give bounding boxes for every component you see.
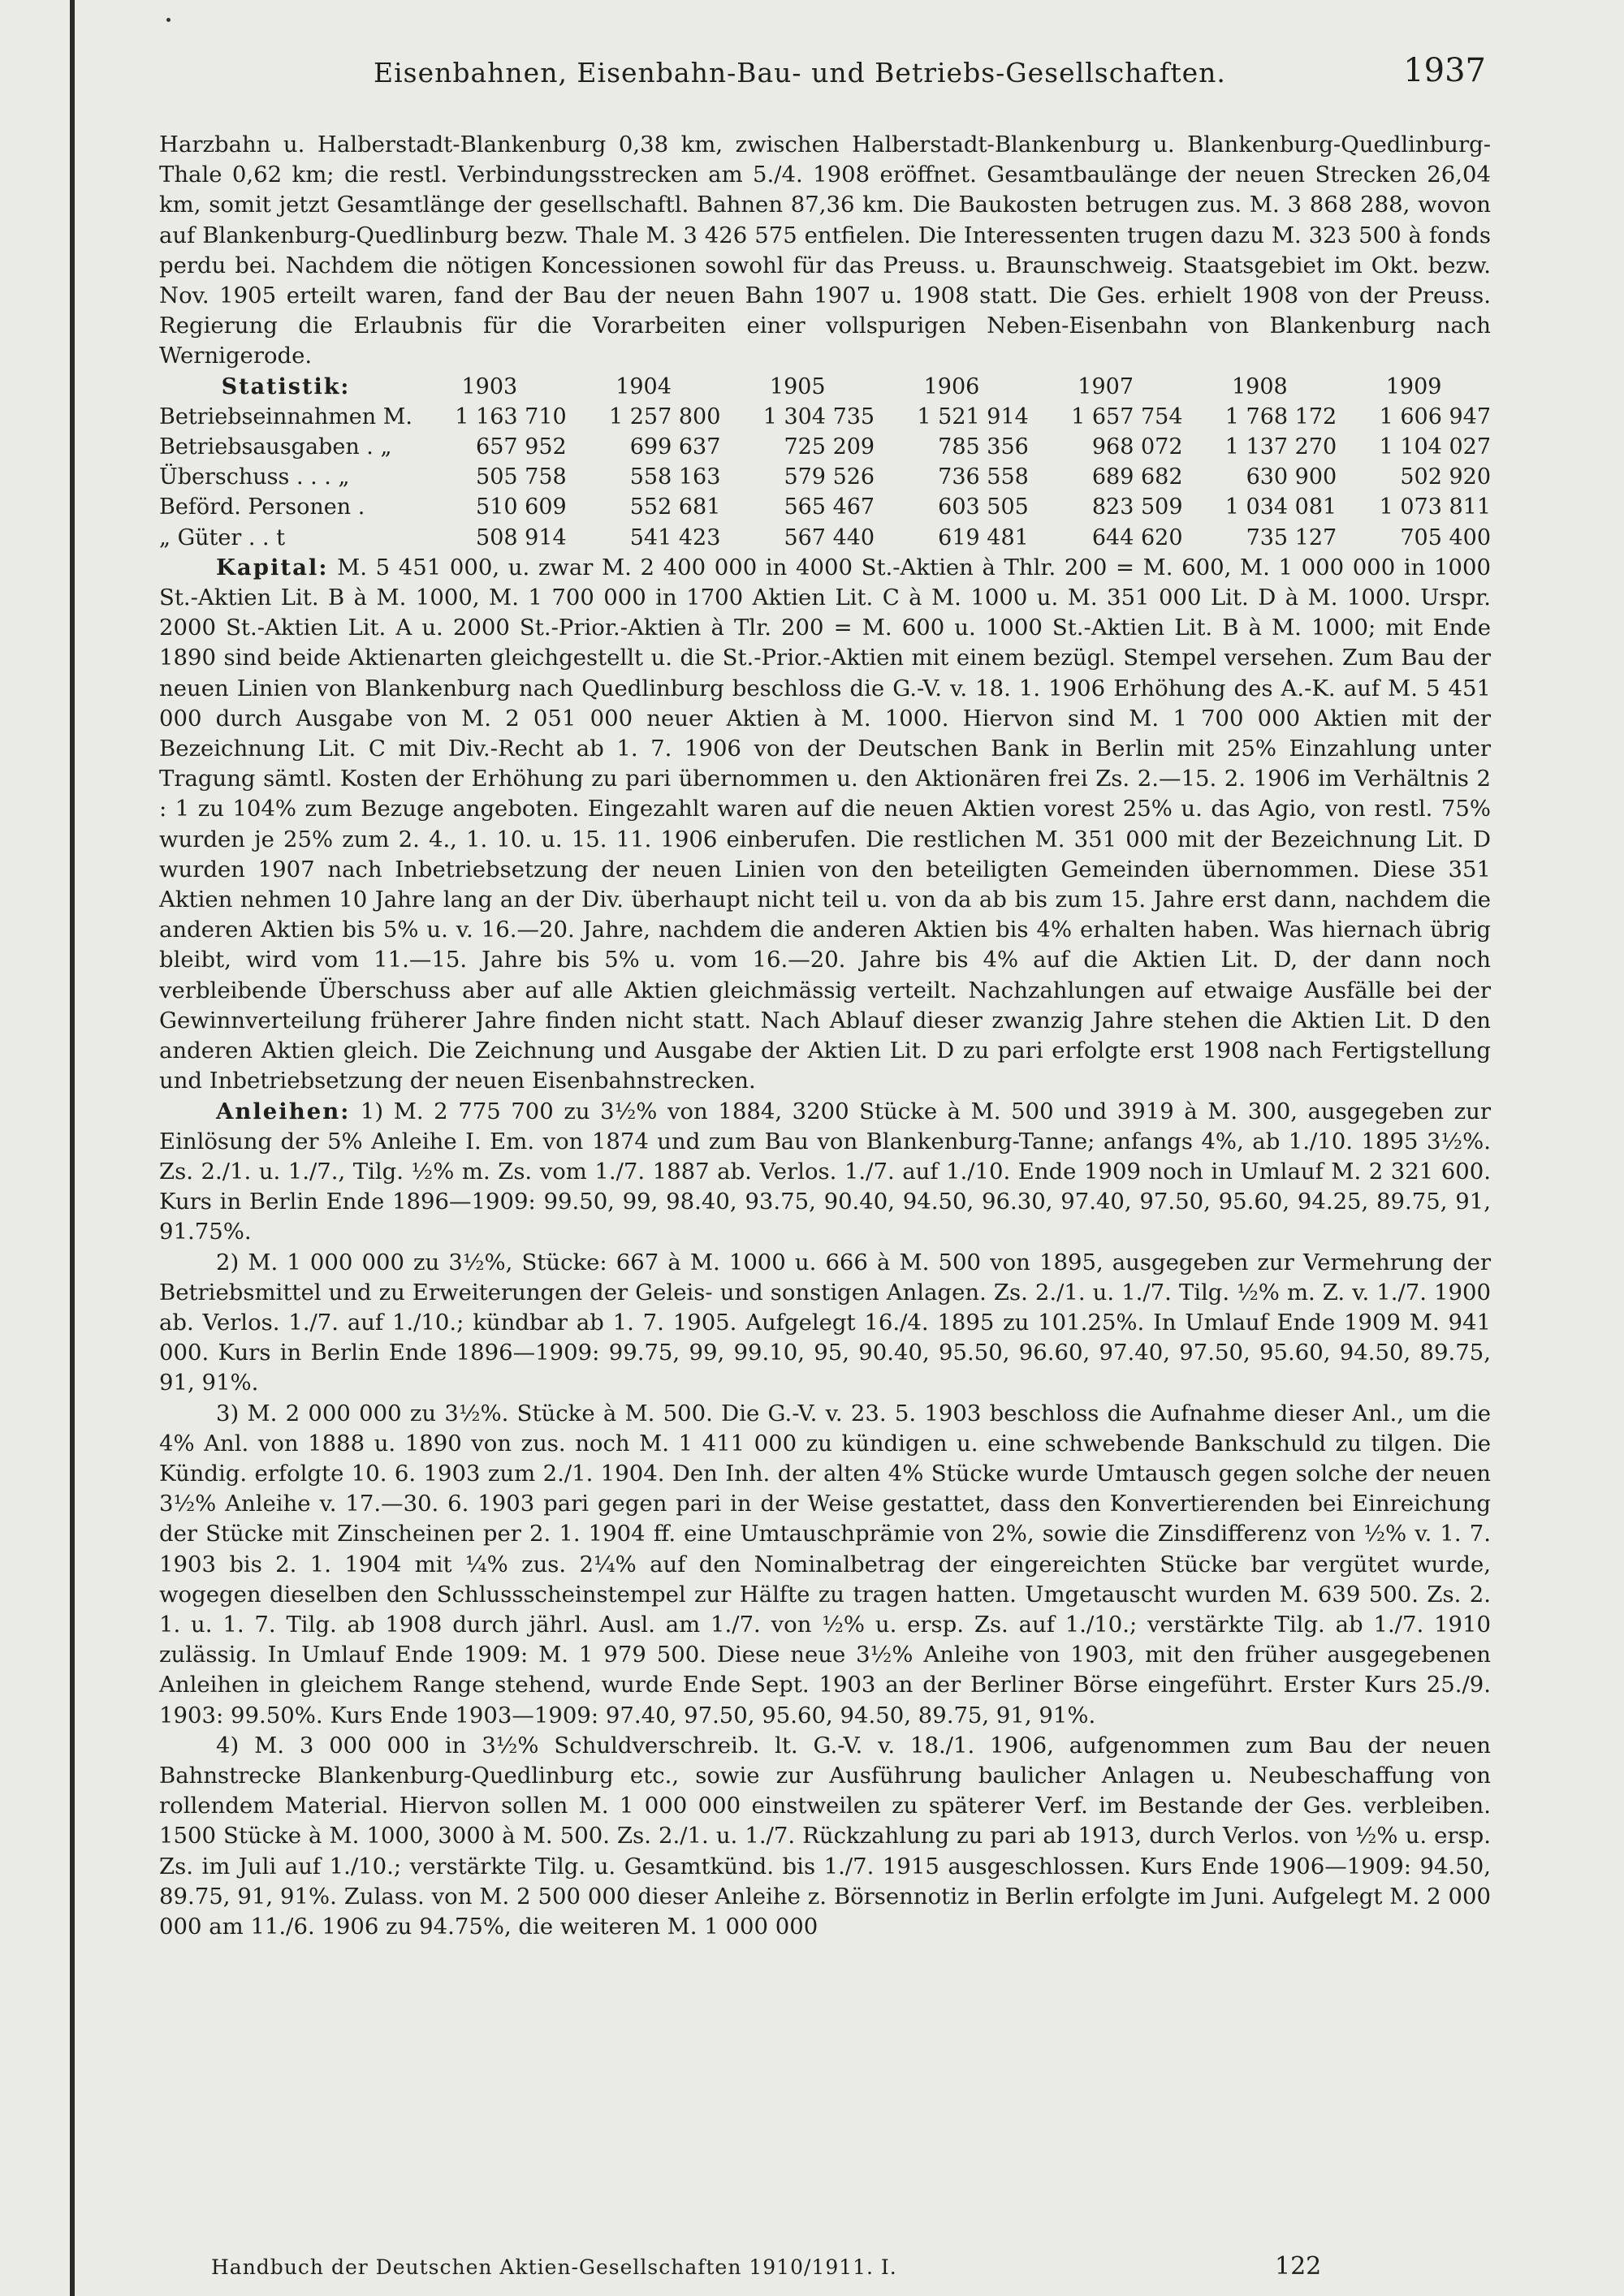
row-value: 505 758 (476, 464, 567, 490)
year-header: 1905 (769, 373, 826, 399)
row-value: 689 682 (1091, 464, 1183, 490)
year-header: 1903 (461, 373, 518, 399)
statistik-header-row (159, 372, 1491, 402)
row-value: 510 609 (476, 494, 567, 520)
row-value: 1 257 800 (608, 404, 721, 429)
row-label: Überschuss . . . „ (159, 464, 350, 490)
row-value: 619 481 (938, 524, 1029, 550)
statistik-row (159, 523, 1491, 553)
row-value: 552 681 (629, 494, 721, 520)
row-value: 508 914 (476, 524, 567, 550)
row-value: 558 163 (629, 464, 721, 490)
row-value: 725 209 (784, 434, 875, 460)
row-value: 705 400 (1400, 524, 1491, 550)
row-value: 736 558 (938, 464, 1029, 490)
row-value: 567 440 (784, 524, 875, 550)
year-header: 1909 (1385, 373, 1442, 399)
year-header: 1906 (923, 373, 980, 399)
anleihen-paragraph-2: 2) M. 1 000 000 zu 3½%, Stücke: 667 à M. 1000 u. 666 à M. 500 von 1895, ausgegeben zur Vermehrung der Betriebsmittel und zu Erweiterungen der Geleis- und sonstigen Anlagen. Zs. 2./1. u. 1./7. Tilg. ½% m. Z. v. 1./7. 1900 ab. Verlos. 1./7. auf 1./10.; kündbar ab 1. 7. 1905. Aufgelegt 16./4. 1895 zu 101.25%. In Umlauf Ende 1909 M. 941 000. Kurs in Berlin Ende 1896—1909: 99.75, 99, 99.10, 95, 90.40, 95.50, 96.60, 97.40, 97.50, 95.60, 94.50, 89.75, 91, 91%. (159, 1249, 1491, 1396)
kapital-paragraph (159, 553, 1491, 1097)
row-value: 1 606 947 (1379, 404, 1491, 429)
row-value: 603 505 (938, 494, 1029, 520)
statistik-label: Statistik: (221, 373, 351, 399)
row-value: 502 920 (1400, 464, 1491, 490)
row-value: 699 637 (629, 434, 721, 460)
row-label: „ Güter . . t (159, 524, 286, 550)
row-value: 735 127 (1246, 524, 1337, 550)
kapital-text: M. 5 451 000, u. zwar M. 2 400 000 in 4000 St.-Aktien à Thlr. 200 = M. 600, M. 1 000 000 in 1000 St.-Aktien Lit. B à M. 1000, M. 1 700 000 in 1700 Aktien Lit. C à M. 1000 u. M. 351 000 Lit. D à M. 1000. Urspr. 2000 St.-Aktien Lit. A u. 2000 St.-Prior.-Aktien à Tlr. 200 = M. 600 u. 1000 St.-Aktien Lit. B à M. 1000; mit Ende 1890 sind beide Aktienarten gleichgestellt u. die St.-Prior.-Aktien mit einem bezügl. Stempel versehen. Zum Bau der neuen Linien von Blankenburg nach Quedlinburg beschloss die G.-V. v. 18. 1. 1906 Erhöhung des A.-K. auf M. 5 451 000 durch Ausgabe von M. 2 051 000 neuer Aktien à M. 1000. Hiervon sind M. 1 700 000 Aktien mit der Bezeichnung Lit. C mit Div.-Recht ab 1. 7. 1906 von der Deutschen Bank in Berlin mit 25% Einzahlung unter Tragung sämtl. Kosten der Erhöhung zu pari übernommen u. den Aktionären frei Zs. 2.—15. 2. 1906 im Verhältnis 2 : 1 zu 104% zum Bezuge angeboten. Eingezahlt waren auf die neuen Aktien vorest 25% u. das Agio, von restl. 75% wurden je 25% zum 2. 4., 1. 10. u. 15. 11. 1906 einberufen. Die restlichen M. 351 000 mit der Bezeichnung Lit. D wurden 1907 nach Inbetriebsetzung der neuen Linien von den beteiligten Gemeinden übernommen. Diese 351 Aktien nehmen 10 Jahre lang an der Div. überhaupt nicht teil u. von da ab bis zum 15. Jahre erst dann, nachdem die anderen Aktien bis 5% u. v. 16.—20. Jahre, nachdem die anderen Aktien bis 4% erhalten haben. Was hiernach übrig bleibt, wird vom 11.—15. Jahre bis 5% u. vom 16.—20. Jahre bis 4% auf die Aktien Lit. D, der dann noch verbleibende Überschuss aber auf alle Aktien gleichmässig verteilt. Nachzahlungen auf etwaige Ausfälle bei der Gewinnverteilung früherer Jahre finden nicht statt. Nach Ablauf dieser zwanzig Jahre stehen die Aktien Lit. D den anderen Aktien gleich. Die Zeichnung und Ausgabe der Aktien Lit. D zu pari erfolgte erst 1908 nach Fertigstellung und Inbetriebsetzung der neuen Eisenbahnstrecken. (159, 554, 1491, 1094)
row-value: 1 163 710 (455, 404, 567, 429)
statistik-row (159, 402, 1491, 432)
statistik-row (159, 432, 1491, 462)
year-header: 1907 (1078, 373, 1134, 399)
row-value: 1 304 735 (762, 404, 875, 429)
running-header (162, 52, 1486, 94)
row-label: Beförd. Personen . (159, 494, 365, 520)
year-header: 1908 (1232, 373, 1288, 399)
anleihen-text-1: 1) M. 2 775 700 zu 3½% von 1884, 3200 Stücke à M. 500 und 3919 à M. 300, ausgegeben zur Einlösung der 5% Anleihe I. Em. von 1874 und zum Bau von Blankenburg-Tanne; anfangs 4%, ab 1./10. 1895 3½%. Zs. 2./1. u. 1./7., Tilg. ½% m. Zs. vom 1./7. 1887 ab. Verlos. 1./7. auf 1./10. Ende 1909 noch in Umlauf M. 2 321 600. Kurs in Berlin Ende 1896—1909: 99.50, 99, 98.40, 93.75, 90.40, 94.50, 96.30, 97.40, 97.50, 95.60, 94.25, 89.75, 91, 91.75%. (159, 1098, 1491, 1245)
binding-edge (70, 0, 75, 2296)
anleihen-label: Anleihen: (216, 1098, 351, 1124)
year-header: 1904 (615, 373, 672, 399)
row-value: 644 620 (1091, 524, 1183, 550)
footer-text: Handbuch der Deutschen Aktien-Gesellschaften 1910/1911. I. (211, 2255, 897, 2279)
row-value: 968 072 (1091, 434, 1183, 460)
row-value: 1 034 081 (1224, 494, 1337, 520)
row-value: 785 356 (938, 434, 1029, 460)
row-value: 630 900 (1246, 464, 1337, 490)
speck (166, 18, 171, 22)
row-value: 565 467 (784, 494, 875, 520)
row-label: Betriebseinnahmen M. (159, 404, 412, 429)
row-value: 1 073 811 (1379, 494, 1491, 520)
footer-number: 122 (1275, 2252, 1322, 2281)
page-number: 1937 (1403, 52, 1486, 89)
row-value: 541 423 (629, 524, 721, 550)
intro-paragraph: Harzbahn u. Halberstadt-Blankenburg 0,38 km, zwischen Halberstadt-Blankenburg u. Blankenburg-Quedlinburg-Thale 0,62 km; die restl. Verbindungsstrecken am 5./4. 1908 eröffnet. Gesamtbaulänge der neuen Strecken 26,04 km, somit jetzt Gesamtlänge der gesellschaftl. Bahnen 87,36 km. Die Baukosten betrugen zus. M. 3 868 288, wovon auf Blankenburg-Quedlinburg bezw. Thale M. 3 426 575 entfielen. Die Interessenten trugen dazu M. 323 500 à fonds perdu bei. Nachdem die nötigen Koncessionen sowohl für das Preuss. u. Braunschweig. Staatsgebiet im Okt. bezw. Nov. 1905 erteilt waren, fand der Bau der neuen Bahn 1907 u. 1908 statt. Die Ges. erhielt 1908 von der Preuss. Regierung die Erlaubnis für die Vorarbeiten einer vollspurigen Neben-Eisenbahn von Blankenburg nach Wernigerode. (159, 132, 1491, 369)
row-value: 1 137 270 (1224, 434, 1337, 460)
kapital-label: Kapital: (216, 554, 329, 580)
statistik-row (159, 462, 1491, 492)
row-value: 1 104 027 (1379, 434, 1491, 460)
main-text (159, 130, 1491, 1942)
statistik-table (159, 372, 1491, 553)
anleihen-paragraph-1 (159, 1097, 1491, 1248)
row-value: 1 657 754 (1071, 404, 1183, 429)
header-title: Eisenbahnen, Eisenbahn-Bau- und Betriebs-Gesellschaften. (374, 57, 1226, 88)
row-value: 579 526 (784, 464, 875, 490)
anleihen-paragraph-3: 3) M. 2 000 000 zu 3½%. Stücke à M. 500. Die G.-V. v. 23. 5. 1903 beschloss die Aufnahme dieser Anl., um die 4% Anl. von 1888 u. 1890 von zus. noch M. 1 411 000 zu kündigen u. eine schwebende Bankschuld zu tilgen. Die Kündig. erfolgte 10. 6. 1903 zum 2./1. 1904. Den Inh. der alten 4% Stücke wurde Umtausch gegen solche der neuen 3½% Anleihe v. 17.—30. 6. 1903 pari gegen pari in der Weise gestattet, dass den Konvertierenden bei Einreichung der Stücke mit Zinscheinen per 2. 1. 1904 ff. eine Umtauschprämie von 2%, sowie die Zinsdifferenz von ½% v. 1. 7. 1903 bis 2. 1. 1904 mit ¼% zus. 2¼% auf den Nominalbetrag der eingereichten Stücke bar vergütet wurde, wogegen dieselben den Schlussscheinstempel zur Hälfte zu tragen hatten. Umgetauscht wurden M. 639 500. Zs. 2. 1. u. 1. 7. Tilg. ab 1908 durch jährl. Ausl. am 1./7. von ½% u. ersp. Zs. auf 1./10.; verstärkte Tilg. ab 1./7. 1910 zulässig. In Umlauf Ende 1909: M. 1 979 500. Diese neue 3½% Anleihe von 1903, mit den früher ausgegebenen Anleihen in gleichem Range stehend, wurde Ende Sept. 1903 an der Berliner Börse eingeführt. Erster Kurs 25./9. 1903: 99.50%. Kurs Ende 1903—1909: 97.40, 97.50, 95.60, 94.50, 89.75, 91, 91%. (159, 1400, 1491, 1728)
row-value: 1 768 172 (1224, 404, 1337, 429)
row-value: 823 509 (1091, 494, 1183, 520)
row-label: Betriebsausgaben . „ (159, 434, 392, 460)
statistik-row (159, 492, 1491, 522)
row-value: 1 521 914 (917, 404, 1029, 429)
anleihen-paragraph-4: 4) M. 3 000 000 in 3½% Schuldverschreib. lt. G.-V. v. 18./1. 1906, aufgenommen zum Bau der neuen Bahnstrecke Blankenburg-Quedlinburg etc., sowie zur Ausführung baulicher Anlagen u. Neubeschaffung von rollendem Material. Hiervon sollen M. 1 000 000 einstweilen zu späterer Verf. im Bestande der Ges. verbleiben. 1500 Stücke à M. 1000, 3000 à M. 500. Zs. 2./1. u. 1./7. Rückzahlung zu pari ab 1913, durch Verlos. von ½% u. ersp. Zs. im Juli auf 1./10.; verstärkte Tilg. u. Gesamtkünd. bis 1./7. 1915 ausgeschlossen. Kurs Ende 1906—1909: 94.50, 89.75, 91, 91%. Zulass. von M. 2 500 000 dieser Anleihe z. Börsennotiz in Berlin erfolgte im Juni. Aufgelegt M. 2 000 000 am 11./6. 1906 zu 94.75%, die weiteren M. 1 000 000 (159, 1732, 1491, 1940)
row-value: 657 952 (476, 434, 567, 460)
